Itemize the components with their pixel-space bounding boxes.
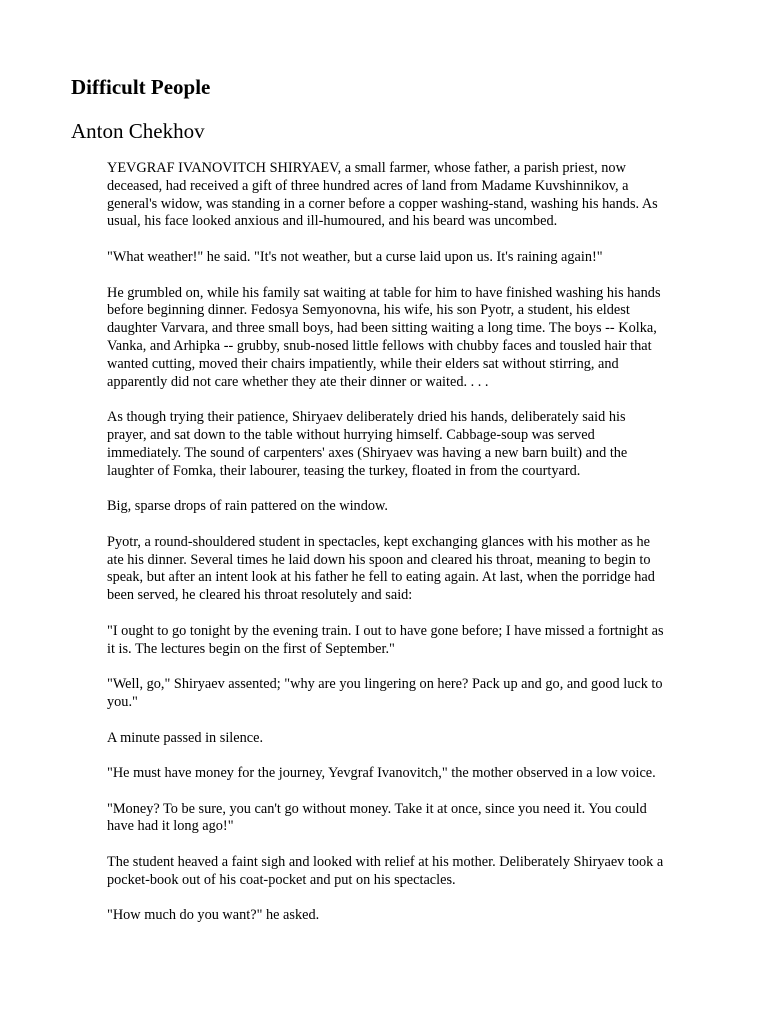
- document-title: Difficult People: [71, 75, 211, 99]
- paragraph: As though trying their patience, Shiryaev deliberately dried his hands, deliberately said his prayer, and sat down to the table without hurrying himself. Cabbage-soup was served immediately. The sound of carpenters' axes (Shiryaev was having a new barn built) and the laughter of Fomka, their labourer, teasing the turkey, floated in from the courtyard.: [107, 409, 628, 479]
- paragraph: He grumbled on, while his family sat waiting at table for him to have finished washing his hands before beginning dinner. Fedosya Semyonovna, his wife, his son Pyotr, a student, his eldest daughter Varvara, and three small boys, had been sitting waiting a long time. The boys -- Kolka, Vanka, and Arhipka -- grubby, snub-nosed little fellows with chubby faces and tousled hair that wanted cutting, moved their chairs impatiently, while their elders sat without stirring, and apparently did not care whether they ate their dinner or waited. . . .: [107, 284, 661, 390]
- paragraph: "Money? To be sure, you can't go without money. Take it at once, since you need it. You could have had it long ago!": [107, 800, 647, 835]
- paragraph: Big, sparse drops of rain pattered on the window.: [107, 498, 388, 515]
- paragraph: The student heaved a faint sigh and looked with relief at his mother. Deliberately Shiryaev took a pocket-book out of his coat-pocket and put on his spectacles.: [107, 854, 664, 888]
- paragraph: Pyotr, a round-shouldered student in spectacles, kept exchanging glances with his mother as he ate his dinner. Several times he laid down his spoon and cleared his throat, meaning to begin to speak, but after an intent look at his father he fell to eating again. At last, when the porridge had been served, he cleared his throat resolutely and said:: [107, 533, 655, 604]
- document-body: [107, 160, 667, 943]
- paragraph: "I ought to go tonight by the evening train. I out to have gone before; I have missed a fortnight as it is. The lectures begin on the first of September.": [107, 622, 664, 657]
- document-author: Anton Chekhov: [71, 119, 205, 143]
- paragraph: YEVGRAF IVANOVITCH SHIRYAEV, a small farmer, whose father, a parish priest, now deceased, had received a gift of three hundred acres of land from Madame Kuvshinnikov, a general's widow, was standing in a corner before a copper washing-stand, washing his hands. As usual, his face looked anxious and ill-humoured, and his beard was uncombed.: [107, 160, 658, 230]
- paragraph: "Well, go," Shiryaev assented; "why are you lingering on here? Pack up and go, and good luck to you.": [107, 676, 663, 710]
- paragraph: "What weather!" he said. "It's not weather, but a curse laid upon us. It's raining again!": [107, 248, 603, 265]
- paragraph: "He must have money for the journey, Yevgraf Ivanovitch," the mother observed in a low voice.: [107, 765, 656, 782]
- paragraph: A minute passed in silence.: [107, 729, 264, 746]
- paragraph: "How much do you want?" he asked.: [107, 907, 320, 924]
